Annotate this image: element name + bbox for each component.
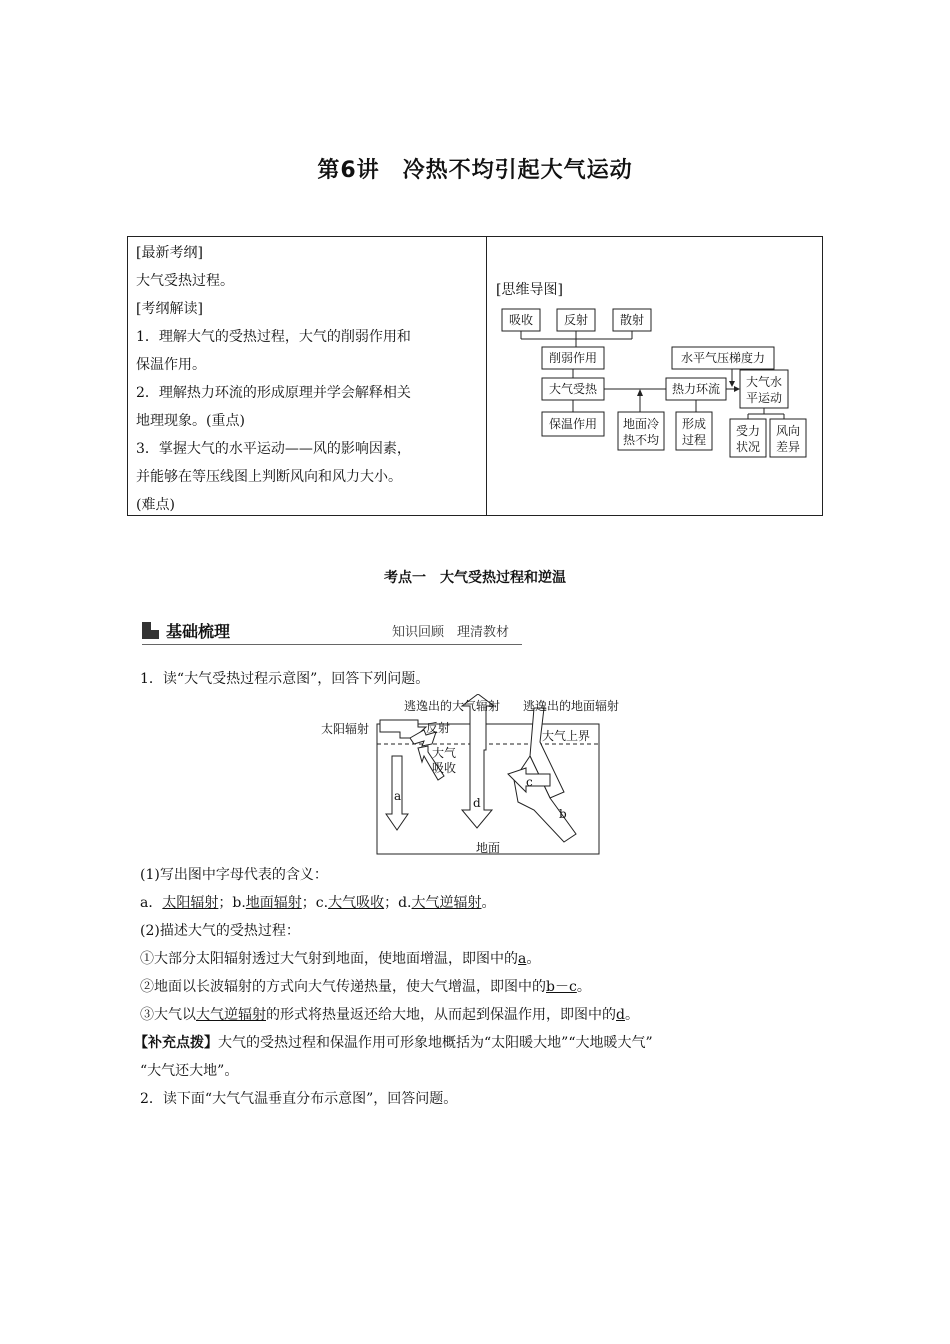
outline-line: 地理现象。(重点) <box>136 413 245 429</box>
mm-weaken: 削弱作用 <box>548 351 598 365</box>
process-step-3 <box>140 1004 639 1024</box>
latest-outline-label: [最新考纲] <box>136 245 203 261</box>
mm-uneven-2: 热不均 <box>622 433 660 447</box>
outline-line: (难点) <box>136 497 175 513</box>
dg-absorb-1: 大气 <box>432 746 457 760</box>
supplement-label: 【补充点拨】 <box>134 1035 218 1051</box>
dg-c: c <box>526 775 533 789</box>
step-answer: 大气逆辐射 <box>196 1007 266 1023</box>
answer-c: 大气吸收 <box>328 895 385 911</box>
answer-a: 太阳辐射 <box>162 895 219 911</box>
column-divider <box>486 237 487 515</box>
mm-hmove-1: 大气水 <box>745 375 783 389</box>
answer-b: 地面辐射 <box>245 895 302 911</box>
mm-form-2: 过程 <box>681 433 707 447</box>
period: 。 <box>481 895 496 911</box>
supplement-note-cont: “大气还大地”。 <box>140 1063 239 1079</box>
mm-circulation: 热力环流 <box>671 382 721 396</box>
dg-sun: 太阳辐射 <box>321 722 370 736</box>
heating-diagram <box>318 694 638 858</box>
dg-upper: 大气上界 <box>542 729 591 743</box>
mm-absorb: 吸收 <box>508 313 534 327</box>
step-text: ②地面以长波辐射的方式向大气传递热量，使大气增温，即图中的 <box>140 979 546 995</box>
period: 。 <box>576 979 591 995</box>
question-1: 1．读“大气受热过程示意图”，回答下列问题。 <box>140 671 430 687</box>
mm-wind-2: 差异 <box>775 440 801 454</box>
outline-box <box>127 236 823 516</box>
mindmap-diagram <box>488 297 824 467</box>
outline-line: 并能够在等压线图上判断风向和风力大小。 <box>136 469 402 485</box>
sub-question-1: (1)写出图中字母代表的含义： <box>140 867 328 883</box>
process-step-1 <box>140 948 540 968</box>
latest-outline-text: 大气受热过程。 <box>136 273 234 289</box>
mm-gradient: 水平气压梯度力 <box>680 351 766 365</box>
mm-scatter: 散射 <box>619 313 645 327</box>
period: 。 <box>624 1007 639 1023</box>
label-c: ；c. <box>301 895 329 911</box>
section-title: 考点一 大气受热过程和逆温 <box>384 570 566 586</box>
process-step-2 <box>140 976 591 996</box>
step-answer: d <box>616 1007 625 1023</box>
basic-review-header <box>142 618 522 646</box>
mm-force-2: 状况 <box>735 440 761 454</box>
mm-force-1: 受力 <box>735 424 761 438</box>
mm-uneven-1: 地面冷 <box>622 417 660 431</box>
step-answer: a <box>518 951 527 967</box>
header-underline <box>142 644 522 645</box>
step-answer: b－c <box>546 979 577 995</box>
outline-line: 保温作用。 <box>136 357 206 373</box>
dg-a: a <box>394 789 402 803</box>
section-square-notch <box>151 622 159 630</box>
exam-outline <box>136 239 476 519</box>
basic-review-tag: 知识回顾 理清教材 <box>392 625 510 640</box>
step-text: 的形式将热量返还给大地，从而起到保温作用，即图中的 <box>266 1007 616 1023</box>
mm-insulate: 保温作用 <box>548 417 598 431</box>
mindmap-label: [思维导图] <box>496 282 563 298</box>
dg-absorb-2: 吸收 <box>432 761 457 775</box>
supplement-text: 大气的受热过程和保温作用可形象地概括为“太阳暖大地”“大地暖大气” <box>218 1035 653 1051</box>
mm-reflect: 反射 <box>563 313 589 327</box>
outline-line: 2．理解热力环流的形成原理并学会解释相关 <box>136 385 411 401</box>
label-a: a． <box>140 895 163 911</box>
outline-reading-label: [考纲解读] <box>136 301 203 317</box>
dg-reflect: 反射 <box>426 721 451 735</box>
sub-question-2: (2)描述大气的受热过程： <box>140 923 300 939</box>
step-text: ①大部分太阳辐射透过大气射到地面，使地面增温，即图中的 <box>140 951 518 967</box>
page-title: 第6讲 冷热不均引起大气运动 <box>317 158 633 183</box>
dg-escape-ground: 逃逸出的地面辐射 <box>523 699 620 713</box>
basic-review-title: 基础梳理 <box>166 622 231 641</box>
answer-line-meanings <box>140 892 496 912</box>
question-2: 2．读下面“大气气温垂直分布示意图”，回答问题。 <box>140 1091 458 1107</box>
dg-d: d <box>473 796 481 810</box>
outline-line: 3．掌握大气的水平运动——风的影响因素， <box>136 441 411 457</box>
mm-wind-1: 风向 <box>775 424 801 438</box>
answer-d: 大气逆辐射 <box>411 895 482 911</box>
dg-b: b <box>559 807 567 821</box>
dg-ground: 地面 <box>476 841 501 855</box>
mm-hmove-2: 平运动 <box>745 391 783 405</box>
dg-escape-atm: 逃逸出的大气辐射 <box>404 699 501 713</box>
mm-heating: 大气受热 <box>548 382 598 396</box>
step-text: ③大气以 <box>140 1007 196 1023</box>
label-b: ；b. <box>218 895 246 911</box>
mm-form-1: 形成 <box>681 417 707 431</box>
supplement-note <box>134 1032 653 1052</box>
period: 。 <box>526 951 541 967</box>
label-d: ；d. <box>384 895 412 911</box>
outline-line: 1．理解大气的受热过程，大气的削弱作用和 <box>136 329 411 345</box>
